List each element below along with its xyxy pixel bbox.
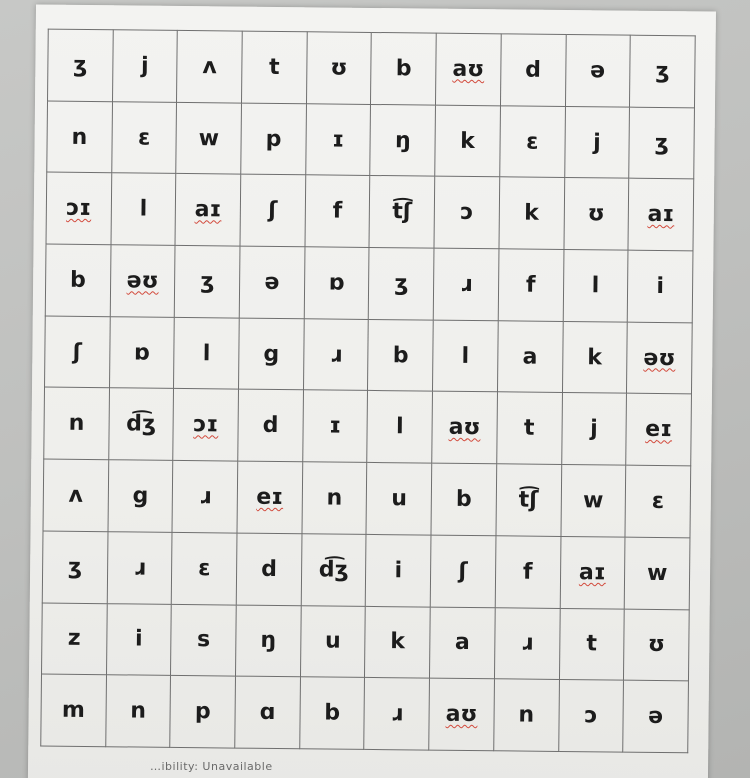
cut-off-status-text: …ibility: Unavailable <box>150 760 273 773</box>
ipa-symbol-cell: n <box>47 101 112 173</box>
ipa-symbol-cell: aʊ <box>429 678 494 750</box>
ipa-symbol-cell: ɑ <box>235 676 300 748</box>
ipa-symbol-cell: p <box>170 676 235 748</box>
ipa-symbol-cell: aɪ <box>175 174 240 246</box>
ipa-symbol-cell: ɹ <box>107 532 172 604</box>
worksheet-paper <box>28 4 716 778</box>
ipa-symbol-cell: g <box>108 460 173 532</box>
ipa-symbol-cell: ə <box>565 34 630 106</box>
ipa-symbol-cell: t <box>242 31 307 103</box>
ipa-symbol-cell: ʊ <box>624 609 690 681</box>
ipa-symbol-cell: ʒ <box>629 107 695 179</box>
ipa-symbol-cell: ɹ <box>364 678 429 750</box>
ipa-symbol-cell: ɹ <box>172 461 237 533</box>
ipa-symbol-cell: l <box>563 250 628 322</box>
ipa-symbol-cell: t͡ʃ <box>496 464 561 536</box>
ipa-symbol-cell: ɒ <box>109 316 174 388</box>
ipa-symbol-cell: t͡ʃ <box>369 176 434 248</box>
ipa-symbol-cell: p <box>241 103 306 175</box>
ipa-symbol-cell: b <box>431 463 496 535</box>
ipa-symbol-cell: ʃ <box>240 174 305 246</box>
ipa-symbol-cell: ɹ <box>494 607 559 679</box>
ipa-symbol-cell: n <box>302 462 367 534</box>
ipa-symbol-cell: ɪ <box>302 390 367 462</box>
ipa-symbol-cell: f <box>498 249 563 321</box>
ipa-symbol-cell: t <box>559 608 624 680</box>
ipa-symbol-cell: l <box>174 317 239 389</box>
ipa-symbol-cell: eɪ <box>626 394 692 466</box>
ipa-symbol-cell: ɒ <box>304 247 369 319</box>
ipa-symbol-cell: g <box>239 318 304 390</box>
ipa-symbol-cell: b <box>45 244 110 316</box>
ipa-symbol-cell: w <box>560 465 625 537</box>
ipa-symbol-cell: ɔɪ <box>46 172 111 244</box>
ipa-symbol-cell: ŋ <box>370 104 435 176</box>
ipa-symbol-cell: l <box>433 320 498 392</box>
ipa-symbol-cell: aɪ <box>628 179 694 251</box>
ipa-grid-body <box>41 29 695 753</box>
ipa-symbol-cell: əʊ <box>110 245 175 317</box>
ipa-symbol-cell: ə <box>239 246 304 318</box>
ipa-symbol-cell: əʊ <box>627 322 693 394</box>
ipa-symbol-cell: d͡ʒ <box>301 534 366 606</box>
ipa-symbol-cell: ɔɪ <box>173 389 238 461</box>
ipa-symbol-cell: aɪ <box>560 536 625 608</box>
ipa-symbol-cell: aʊ <box>432 392 497 464</box>
ipa-symbol-cell: n <box>105 675 170 747</box>
ipa-symbol-cell: ɪ <box>305 103 370 175</box>
ipa-symbol-cell: ɛ <box>625 465 691 537</box>
grid-row <box>42 531 690 609</box>
ipa-symbol-cell: ʒ <box>369 248 434 320</box>
grid-row <box>42 603 690 681</box>
ipa-symbol-cell: ʊ <box>563 178 628 250</box>
ipa-symbol-cell: ɹ <box>303 319 368 391</box>
ipa-symbol-cell: b <box>299 677 364 749</box>
ipa-symbol-cell: a <box>430 607 495 679</box>
ipa-symbol-cell: j <box>561 393 626 465</box>
ipa-symbol-cell: f <box>305 175 370 247</box>
ipa-symbol-cell: k <box>499 177 564 249</box>
ipa-symbol-cell: m <box>41 674 106 746</box>
ipa-symbol-cell: ʒ <box>48 29 113 101</box>
ipa-symbol-cell: w <box>624 537 690 609</box>
ipa-symbol-cell: d <box>236 533 301 605</box>
ipa-symbol-cell: d͡ʒ <box>108 388 173 460</box>
ipa-symbol-cell: k <box>435 105 500 177</box>
ipa-symbol-cell: n <box>44 387 109 459</box>
ipa-symbol-cell: ɹ <box>433 248 498 320</box>
ipa-symbol-cell: ʃ <box>430 535 495 607</box>
ipa-symbol-cell: i <box>106 603 171 675</box>
ipa-symbol-cell: ʒ <box>175 245 240 317</box>
ipa-symbol-cell: u <box>300 605 365 677</box>
grid-row <box>45 316 693 394</box>
ipa-symbol-cell: ɔ <box>434 177 499 249</box>
ipa-symbol-cell: u <box>366 463 431 535</box>
ipa-symbol-cell: l <box>367 391 432 463</box>
ipa-symbol-cell: d <box>500 34 565 106</box>
ipa-symbol-cell: eɪ <box>237 461 302 533</box>
grid-row <box>46 172 694 250</box>
ipa-symbol-cell: j <box>564 106 629 178</box>
ipa-symbol-cell: ə <box>623 680 689 752</box>
grid-row <box>44 387 692 465</box>
ipa-symbol-cell: z <box>42 603 107 675</box>
ipa-symbol-cell: ɔ <box>558 680 623 752</box>
ipa-symbol-cell: i <box>366 534 431 606</box>
grid-row <box>45 244 693 322</box>
grid-row <box>41 674 689 753</box>
ipa-symbol-cell: aʊ <box>436 33 501 105</box>
ipa-symbol-cell: s <box>171 604 236 676</box>
ipa-symbol-cell: ŋ <box>236 605 301 677</box>
ipa-symbol-cell: a <box>497 321 562 393</box>
ipa-symbol-cell: t <box>497 392 562 464</box>
ipa-symbol-cell: ʒ <box>42 531 107 603</box>
ipa-symbol-cell: b <box>371 32 436 104</box>
ipa-symbol-cell: i <box>627 250 693 322</box>
ipa-symbol-cell: j <box>112 30 177 102</box>
grid-row <box>47 101 695 179</box>
ipa-symbol-cell: k <box>562 321 627 393</box>
grid-row <box>48 29 696 107</box>
ipa-symbol-cell: ʌ <box>177 30 242 102</box>
ipa-symbol-cell: ʌ <box>43 459 108 531</box>
ipa-symbol-cell: d <box>238 390 303 462</box>
ipa-symbol-cell: k <box>365 606 430 678</box>
ipa-symbol-cell: w <box>176 102 241 174</box>
ipa-symbol-cell: l <box>111 173 176 245</box>
ipa-symbol-cell: ɛ <box>500 105 565 177</box>
ipa-symbol-cell: ʊ <box>306 32 371 104</box>
ipa-symbol-cell: n <box>494 679 559 751</box>
ipa-symbol-cell: ʃ <box>45 316 110 388</box>
ipa-symbol-cell: ɛ <box>111 101 176 173</box>
ipa-symbol-cell: b <box>368 319 433 391</box>
ipa-symbol-cell: ʒ <box>630 35 696 107</box>
ipa-symbol-grid <box>40 29 695 754</box>
ipa-symbol-cell: f <box>495 536 560 608</box>
grid-row <box>43 459 691 537</box>
ipa-symbol-cell: ɛ <box>172 532 237 604</box>
